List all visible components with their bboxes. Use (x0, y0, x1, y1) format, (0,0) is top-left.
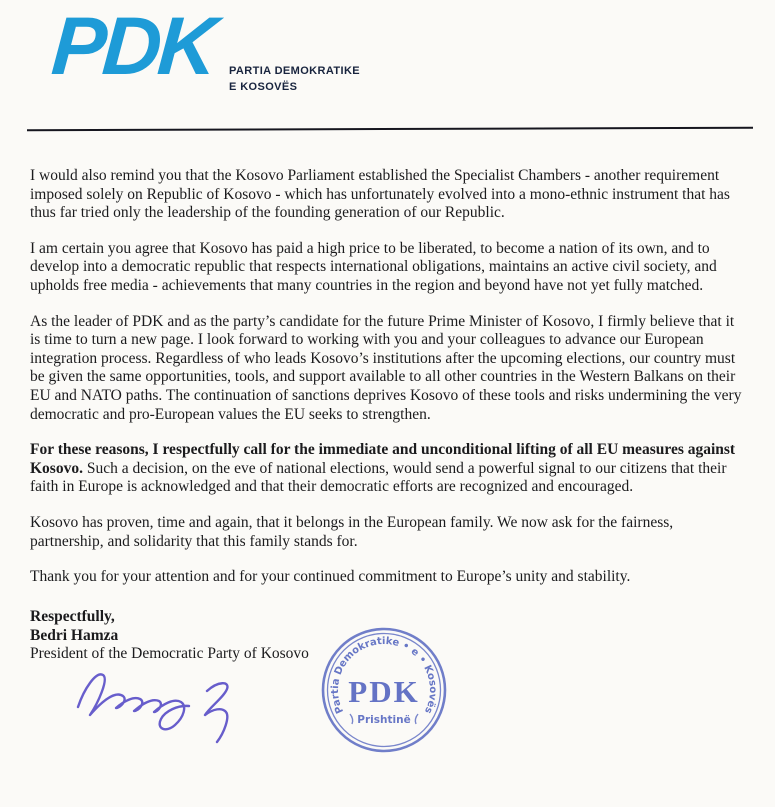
signatory-name: Bedri Hamza (30, 626, 119, 644)
bold-call-for-lifting: For these reasons, I respectfully call for the immediate and unconditional lifting of all EU measures against Kosovo. (30, 441, 736, 477)
paragraph-high-price: I am certain you agree that Kosovo has paid a high price to be liberated, to become a nation of its own, and to develop into a democratic republic that respects international obligations, maintains an active civil society, and upholds free media - achievements that many countries in the region and beyond have not yet fully matched. (30, 239, 717, 294)
paragraph-call-for-lifting (30, 441, 746, 497)
signature-main-stroke (78, 674, 189, 729)
paragraph-specialist-chambers: I would also remind you that the Kosovo Parliament established the Specialist Chambers - another requirement imposed solely on Republic of Kosovo - which has unfortunately evolved into a mono-ethnic instrument that has thus far tried only the leadership of the founding generation of our Republic. (30, 167, 730, 222)
stamp-ring-text: Partia Demokratike • e • Kosovës (329, 635, 439, 716)
stamp-right-flourish (415, 714, 418, 724)
closing-salutation: Respectfully, (30, 608, 115, 625)
signature-end-stroke (205, 683, 227, 742)
stamp-acronym: PDK (348, 674, 420, 709)
letterhead-divider (27, 127, 753, 132)
handwritten-signature (60, 655, 290, 750)
stamp-left-flourish (350, 714, 353, 724)
call-for-lifting-rest: Such a decision, on the eve of national elections, would send a powerful signal to our citizens that their faith in Europe is acknowledged and that their democratic efforts are recognized and encouraged. (30, 459, 727, 496)
pdk-logo: PDK (48, 1, 217, 92)
letter-body (30, 167, 746, 604)
pdk-logo-wordmark (229, 63, 360, 95)
party-name-line1: PARTIA DEMOKRATIKE (229, 65, 361, 77)
paragraph-thank-you: Thank you for your attention and for your continued commitment to Europe’s unity and stability. (30, 568, 631, 586)
paragraph-european-family: Kosovo has proven, time and again, that it belongs in the European family. We now ask for the fairness, partnership, and solidarity that this family stands for. (30, 513, 674, 550)
signatory-title: President of the Democratic Party of Kosovo (30, 645, 309, 663)
party-stamp (304, 610, 464, 770)
party-name-line2: E KOSOVËS (229, 81, 298, 93)
stamp-city: Prishtinë (357, 714, 411, 726)
paragraph-turn-new-page: As the leader of PDK and as the party’s candidate for the future Prime Minister of Kosovo, I firmly believe that it is time to turn a new page. I look forward to working with you and your colleagues to advance our European integration process. Regardless of who leads Kosovo’s institutions after the upcoming elections, our country must be given the same opportunities, tools, and support available to all other countries in the Western Balkans on their EU and NATO paths. The continuation of sanctions deprives Kosovo of these tools and risks undermining the very democratic and pro-European values the EU seeks to strengthen. (30, 312, 742, 423)
